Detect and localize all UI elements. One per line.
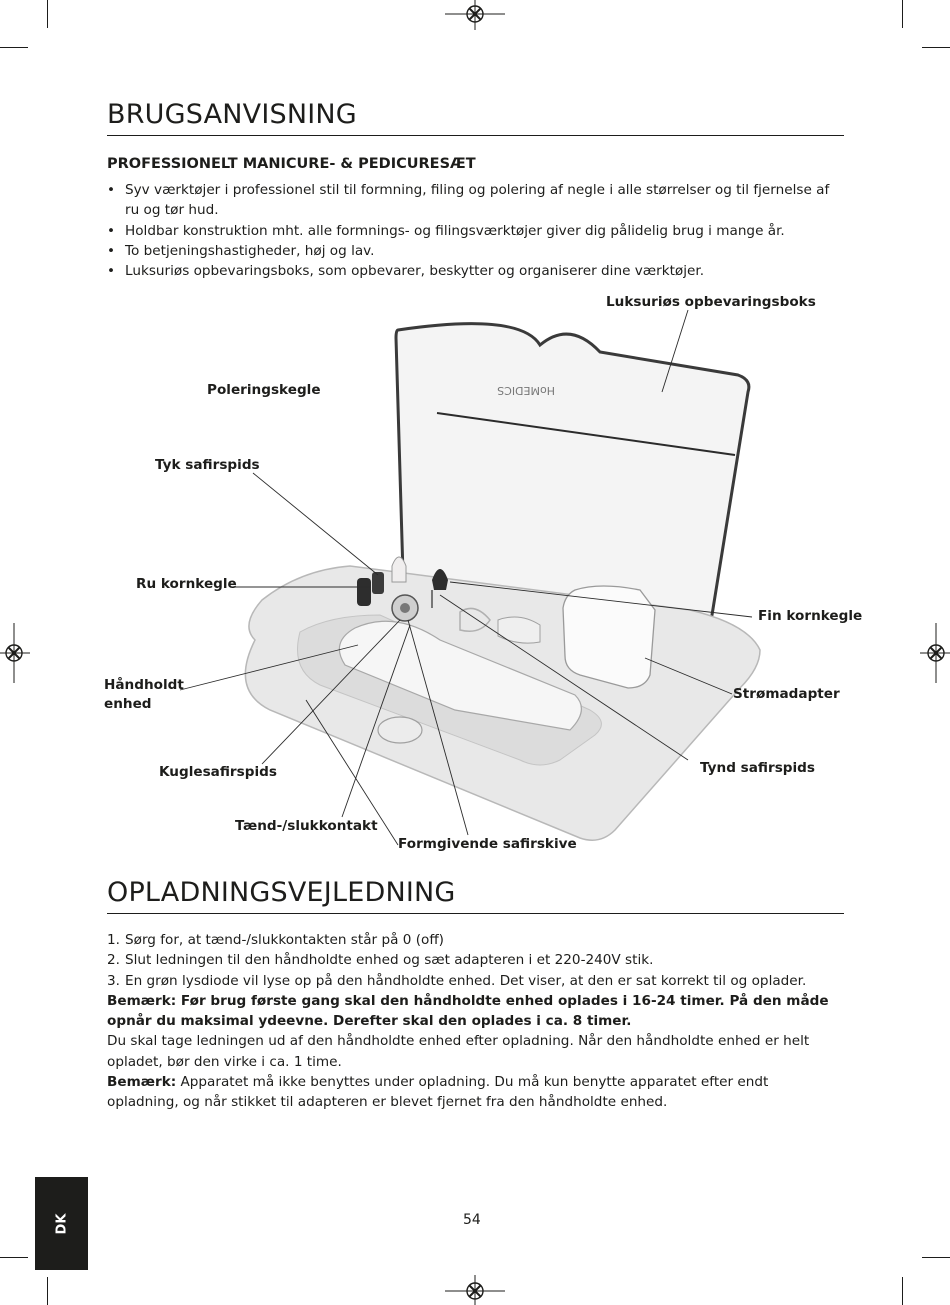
page-number: 54 (463, 1212, 481, 1228)
crop-mark (47, 0, 48, 28)
label-fine-cone: Fin kornkegle (758, 608, 863, 624)
page-title: BRUGSANVISNING (107, 99, 844, 136)
registration-mark-icon (445, 1275, 505, 1305)
note-unplug: Du skal tage ledningen ud af den håndholdte enhed efter opladning. Når den håndholdte enhed er helt opladet, bør den virke i ca. 1 time. (107, 1033, 810, 1070)
crop-mark (902, 1277, 903, 1305)
crop-mark (0, 47, 28, 48)
crop-mark (0, 1257, 28, 1258)
label-coarse-cone: Ru kornkegle (136, 576, 237, 592)
charging-steps (107, 930, 844, 991)
label-thin-sapphire: Tynd safirspids (700, 760, 816, 776)
feature-list (107, 180, 844, 281)
label-ball-sapphire: Kuglesafirspids (159, 764, 277, 780)
note-warning: Bemærk: Apparatet må ikke benyttes under opladning. Du må kun benytte apparatet efter endt opladning, og når stikket til adapteren er blevet fjernet fra den håndholdte enhed. (107, 1074, 769, 1111)
charging-step: 3. En grøn lysdiode vil lyse op på den håndholdte enhed. Det viser, at den er sat korrekt til og oplader. (107, 972, 807, 989)
feature-item: • Luksuriøs opbevaringsboks, som opbevarer, beskytter og organiserer dine værktøjer. (107, 261, 844, 281)
label-handheld-line2: enhed (104, 696, 152, 712)
feature-item: • Syv værktøjer i professionel stil til formning, filing og polering af negle i alle størrelser og til fjernelse af ru og tør hud. (107, 180, 844, 221)
charging-step: 2. Slut ledningen til den håndholdte enhed og sæt adapteren i et 220-240V stik. (107, 952, 654, 969)
label-adapter: Strømadapter (733, 686, 840, 702)
charging-step: 1. Sørg for, at tænd-/slukkontakten står på 0 (off) (107, 932, 444, 948)
label-storage-box: Luksuriøs opbevaringsboks (606, 294, 816, 310)
section-subheading: PROFESSIONELT MANICURE- & PEDICURESÆT (107, 156, 476, 172)
label-coarse-sapphire: Tyk safirspids (155, 457, 260, 473)
product-diagram (0, 290, 950, 860)
charging-instructions (107, 930, 844, 1113)
crop-mark (902, 0, 903, 28)
charging-title: OPLADNINGSVEJLEDNING (107, 877, 844, 914)
note-first-use: Bemærk: Før brug første gang skal den håndholdte enhed oplades i 16-24 timer. På den måde opnår du maksimal ydeevne. Derefter skal den oplades i ca. 8 timer. (107, 992, 829, 1030)
feature-item: • To betjeningshastigheder, høj og lav. (107, 241, 844, 261)
label-handheld-line1: Håndholdt (104, 677, 184, 693)
crop-mark (922, 1257, 950, 1258)
language-tab: DK (35, 1177, 88, 1270)
crop-mark (922, 47, 950, 48)
label-polishing-cone: Poleringskegle (207, 382, 321, 398)
label-switch: Tænd-/slukkontakt (235, 818, 378, 834)
label-shaping-disc: Formgivende safirskive (398, 836, 577, 852)
brand-logo: HoMEDICS (497, 384, 555, 397)
feature-item: • Holdbar konstruktion mht. alle formnings- og filingsværktøjer giver dig pålidelig brug i mange år. (107, 221, 844, 241)
crop-mark (47, 1277, 48, 1305)
registration-mark-icon (445, 0, 505, 30)
